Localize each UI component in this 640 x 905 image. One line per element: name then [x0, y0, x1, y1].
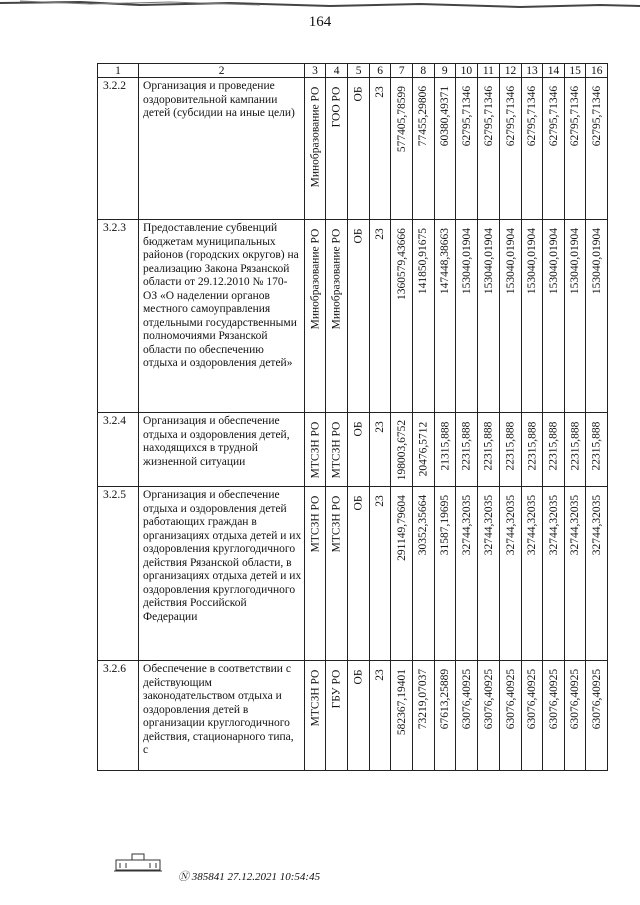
value-cell: [521, 661, 543, 771]
value-cell: [391, 487, 413, 661]
value-cell: [564, 413, 586, 487]
emblem-icon: [112, 851, 172, 873]
value-cell: [412, 487, 434, 661]
budget-table: [97, 63, 608, 771]
budget-source-cell: [348, 661, 370, 771]
value-cell-text: 32744,32035: [460, 494, 473, 556]
value-cell: [521, 220, 543, 413]
value-cell: [456, 220, 478, 413]
row-name: Предоставление субвенций бюджетам муниципальных районов (городских округов) на реализацию Закона Рязанской области от 29.12.2010 № 170-ОЗ «О наделении органов местного самоуправления отдельными государственными полномочиями Рязанской области по обеспечению отдыха и оздоровления детей»: [139, 220, 305, 413]
value-cell-text: 21315,888: [438, 421, 451, 470]
header-cell: 8: [412, 64, 434, 78]
value-cell-text: 63076,40925: [591, 668, 604, 730]
value-cell: [412, 78, 434, 220]
code-cell: [369, 661, 391, 771]
value-cell: [500, 487, 522, 661]
header-cell: 16: [586, 64, 608, 78]
value-cell: [586, 413, 608, 487]
recipient-cell: [325, 413, 348, 487]
value-cell: [500, 413, 522, 487]
value-cell-text: 22315,888: [590, 421, 603, 470]
value-cell: [543, 487, 565, 661]
value-cell-text: 32744,32035: [482, 494, 495, 556]
header-cell: 5: [348, 64, 370, 78]
executor-cell: [305, 487, 326, 661]
value-cell-text: 291149,79604: [395, 495, 408, 561]
value-cell-text: 153040,01904: [504, 227, 517, 295]
value-cell-text: 582367,19401: [396, 668, 408, 736]
row-code: 3.2.3: [98, 220, 139, 413]
value-cell: [412, 413, 434, 487]
value-cell-text: 73219,07037: [417, 668, 430, 730]
value-cell-text: 153040,01904: [569, 227, 582, 295]
scan-edge-artifact: [0, 0, 640, 14]
header-cell: 15: [564, 64, 586, 78]
value-cell-text: 22315,888: [482, 421, 495, 470]
value-cell: [543, 413, 565, 487]
value-cell-text: 198003,6752: [396, 419, 409, 480]
row-name: Организация и проведение оздоровительной кампании детей (субсидии на иные цели): [139, 78, 305, 220]
executor-cell-text: МТСЗН РО: [309, 421, 322, 478]
executor-cell-text: Минобразование РО: [309, 228, 322, 329]
value-cell-text: 22315,888: [569, 421, 582, 470]
recipient-cell: [325, 220, 348, 413]
value-cell-text: 153040,01904: [460, 227, 473, 295]
value-cell: [412, 661, 434, 771]
executor-cell-text: МТСЗН РО: [309, 669, 322, 726]
value-cell: [521, 487, 543, 661]
value-cell-text: 30352,35664: [417, 494, 430, 556]
recipient-cell: [325, 78, 348, 220]
value-cell: [564, 487, 586, 661]
budget-source-cell: [348, 413, 370, 487]
table-row: [98, 413, 608, 487]
value-cell: [586, 487, 608, 661]
value-cell: [521, 78, 543, 220]
value-cell-text: 22315,888: [460, 421, 473, 470]
value-cell-text: 62795,71346: [591, 85, 604, 147]
row-name: Обеспечение в соответствии с действующим законодательством отдыха и оздоровления детей в организации круглогодичного действия, стационарного типа, с: [139, 661, 305, 771]
row-code: 3.2.6: [98, 661, 139, 771]
executor-cell-text: Минобразование РО: [309, 86, 322, 187]
value-cell-text: 20476,5712: [417, 421, 430, 476]
value-cell-text: 147448,38663: [439, 227, 452, 295]
budget-source-cell-text: ОБ: [352, 495, 365, 510]
value-cell-text: 153040,01904: [547, 227, 560, 295]
value-cell-text: 32744,32035: [504, 494, 517, 556]
value-cell-text: 67613,25889: [439, 668, 452, 730]
value-cell-text: 153040,01904: [526, 227, 539, 295]
header-cell: 1: [98, 64, 139, 78]
value-cell-text: 63076,40925: [504, 668, 517, 730]
value-cell-text: 32744,32035: [591, 494, 604, 556]
executor-cell-text: МТСЗН РО: [309, 495, 322, 552]
budget-source-cell-text: ОБ: [352, 228, 365, 243]
value-cell-text: 77455,29806: [417, 85, 430, 147]
value-cell-text: 32744,32035: [547, 494, 560, 556]
header-cell: 14: [543, 64, 565, 78]
value-cell: [456, 78, 478, 220]
value-cell: [500, 661, 522, 771]
budget-source-cell-text: ОБ: [352, 669, 365, 684]
budget-source-cell: [348, 487, 370, 661]
value-cell-text: 153040,01904: [482, 227, 495, 295]
value-cell-text: 153040,01904: [590, 227, 603, 295]
value-cell-text: 63076,40925: [569, 668, 582, 730]
value-cell-text: 22315,888: [504, 421, 517, 470]
row-code: 3.2.5: [98, 487, 139, 661]
table-row: [98, 661, 608, 771]
header-cell: 7: [391, 64, 413, 78]
code-cell: [369, 487, 391, 661]
value-cell: [477, 78, 500, 220]
value-cell-text: 32744,32035: [569, 494, 582, 556]
row-code: 3.2.4: [98, 413, 139, 487]
header-cell: 10: [456, 64, 478, 78]
row-name: Организация и обеспечение отдыха и оздоровления детей работающих граждан в организациях отдыха детей и их оздоровления круглогодичного действия Рязанской области, в организациях отдыха детей и их оздоровления круглогодичного действия Российской Федерации: [139, 487, 305, 661]
header-cell: 9: [434, 64, 456, 78]
value-cell-text: 31587,19695: [439, 494, 452, 556]
value-cell: [543, 661, 565, 771]
value-cell-text: 60380,49371: [439, 85, 452, 147]
value-cell: [500, 78, 522, 220]
recipient-cell-text: МТСЗН РО: [330, 421, 343, 478]
recipient-cell-text: МТСЗН РО: [330, 495, 343, 552]
value-cell: [456, 487, 478, 661]
header-cell: 3: [305, 64, 326, 78]
header-cell: 6: [369, 64, 391, 78]
value-cell: [477, 487, 500, 661]
value-cell: [477, 661, 500, 771]
code-cell: [369, 220, 391, 413]
header-cell: 13: [521, 64, 543, 78]
header-cell: 12: [500, 64, 522, 78]
budget-source-cell: [348, 78, 370, 220]
value-cell-text: 62795,71346: [482, 85, 495, 147]
code-cell-text: 23: [374, 669, 387, 681]
value-cell-text: 62795,71346: [460, 85, 473, 147]
code-cell-text: 23: [374, 228, 387, 240]
value-cell: [543, 220, 565, 413]
value-cell-text: 63076,40925: [460, 668, 473, 730]
value-cell: [586, 220, 608, 413]
value-cell-text: 62795,71346: [526, 85, 539, 147]
value-cell: [586, 661, 608, 771]
recipient-cell: [325, 661, 348, 771]
value-cell: [477, 413, 500, 487]
table-row: [98, 78, 608, 220]
value-cell-text: 577405,78599: [396, 85, 408, 153]
value-cell: [564, 661, 586, 771]
value-cell-text: 62795,71346: [504, 85, 517, 147]
value-cell: [391, 220, 413, 413]
code-cell-text: 23: [374, 495, 387, 507]
value-cell-text: 62795,71346: [547, 85, 560, 147]
value-cell-text: 1360579,43666: [395, 228, 408, 300]
row-code: 3.2.2: [98, 78, 139, 220]
code-cell: [369, 78, 391, 220]
value-cell: [543, 78, 565, 220]
page-number: 164: [308, 14, 332, 30]
code-cell-text: 23: [374, 86, 387, 98]
table-row: [98, 220, 608, 413]
code-cell-text: 23: [374, 421, 387, 433]
value-cell-text: 63076,40925: [482, 668, 495, 730]
executor-cell: [305, 413, 326, 487]
value-cell: [477, 220, 500, 413]
value-cell-text: 22315,888: [547, 421, 560, 470]
value-cell-text: 22315,888: [526, 421, 539, 470]
value-cell-text: 32744,32035: [526, 494, 539, 556]
header-row: [98, 64, 608, 78]
budget-source-cell: [348, 220, 370, 413]
registration-stamp: Ⓝ 385841 27.12.2021 10:54:45: [178, 871, 321, 883]
row-name: Организация и обеспечение отдыха и оздоровления детей, находящихся в трудной жизненной ситуации: [139, 413, 305, 487]
value-cell: [391, 413, 413, 487]
value-cell: [391, 661, 413, 771]
value-cell-text: 63076,40925: [547, 668, 560, 730]
table-row: [98, 487, 608, 661]
code-cell: [369, 413, 391, 487]
value-cell-text: 63076,40925: [526, 668, 539, 730]
budget-source-cell-text: ОБ: [352, 421, 365, 436]
recipient-cell-text: ГБУ РО: [330, 669, 343, 708]
value-cell: [434, 220, 456, 413]
value-cell: [456, 661, 478, 771]
recipient-cell-text: Минобразование РО: [330, 228, 343, 329]
value-cell: [434, 487, 456, 661]
value-cell: [456, 413, 478, 487]
budget-source-cell-text: ОБ: [352, 86, 365, 101]
value-cell: [434, 661, 456, 771]
executor-cell: [305, 220, 326, 413]
recipient-cell-text: ГОО РО: [330, 86, 343, 127]
value-cell: [586, 78, 608, 220]
value-cell: [412, 220, 434, 413]
header-cell: 2: [139, 64, 305, 78]
executor-cell: [305, 661, 326, 771]
header-cell: 4: [325, 64, 348, 78]
value-cell: [564, 220, 586, 413]
header-cell: 11: [477, 64, 500, 78]
value-cell-text: 141850,91675: [417, 227, 430, 295]
value-cell: [564, 78, 586, 220]
value-cell: [434, 78, 456, 220]
value-cell: [500, 220, 522, 413]
value-cell-text: 62795,71346: [569, 85, 582, 147]
value-cell: [391, 78, 413, 220]
executor-cell: [305, 78, 326, 220]
recipient-cell: [325, 487, 348, 661]
value-cell: [521, 413, 543, 487]
value-cell: [434, 413, 456, 487]
